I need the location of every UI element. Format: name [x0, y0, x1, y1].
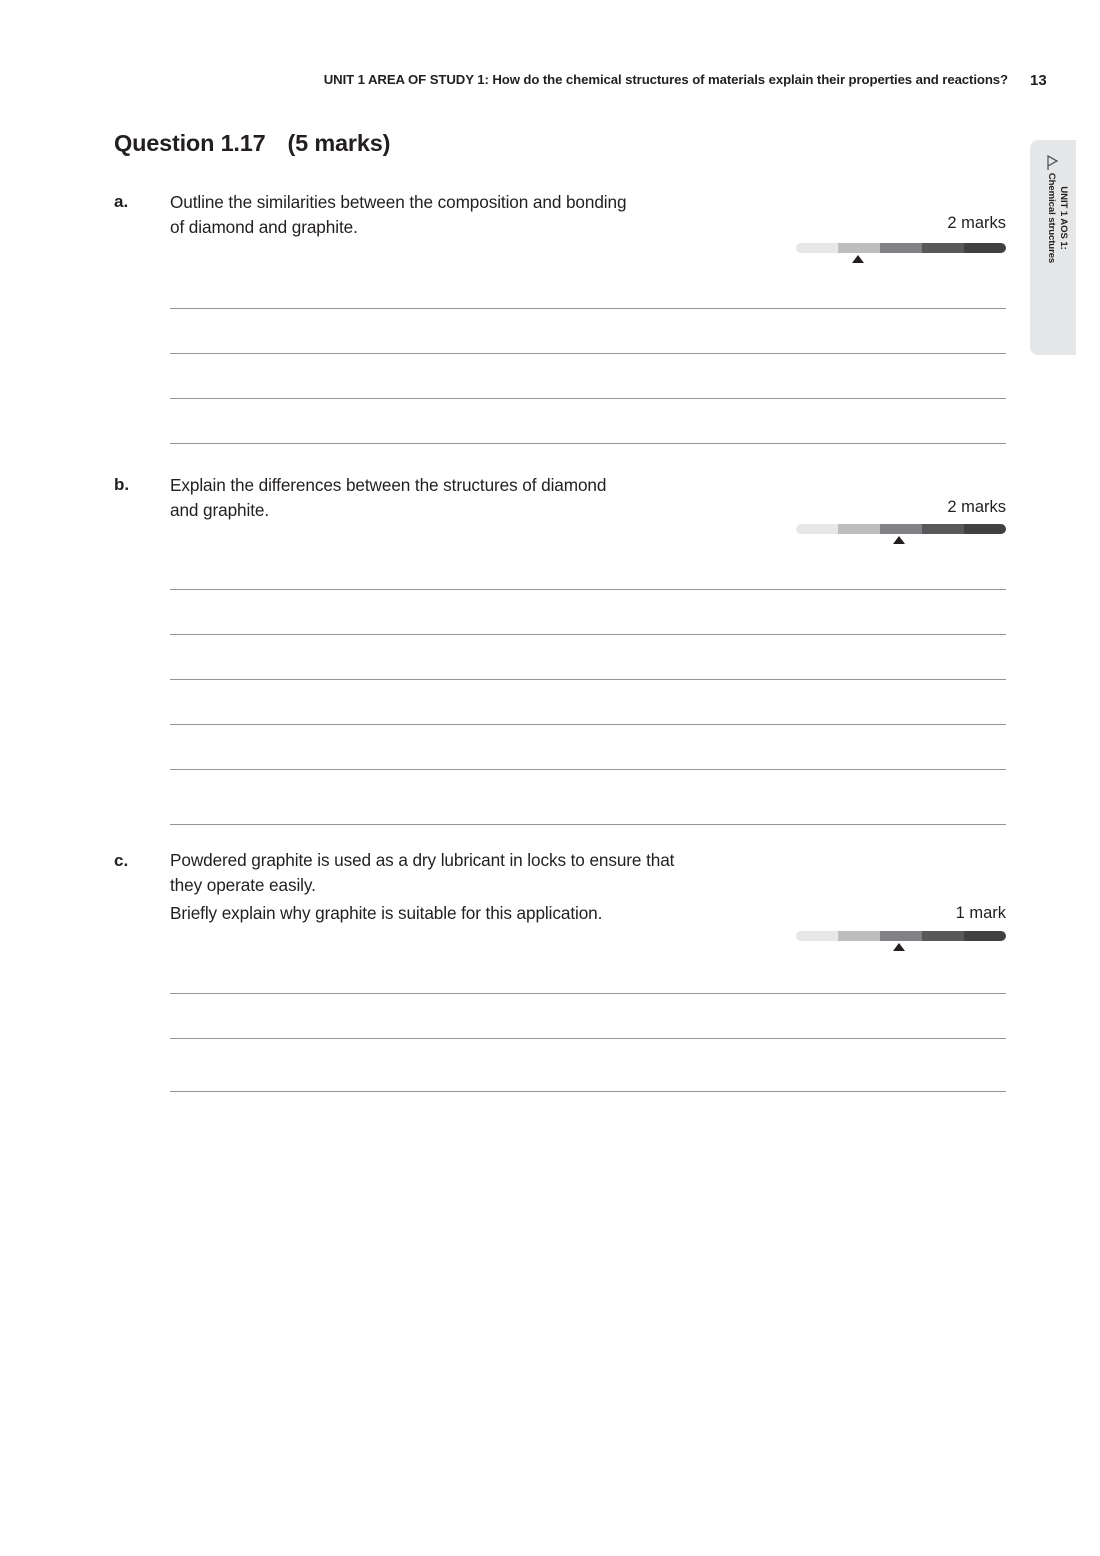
- part-c-text-line1: Powdered graphite is used as a dry lubricant in locks to ensure that: [170, 850, 675, 870]
- side-tab: [1030, 140, 1076, 355]
- answer-line[interactable]: [170, 353, 1006, 354]
- answer-line[interactable]: [170, 1038, 1006, 1039]
- side-tab-label-line1: UNIT 1 AOS 1:: [1058, 186, 1069, 250]
- difficulty-segment: [796, 243, 838, 253]
- difficulty-segment: [838, 931, 880, 941]
- part-b-text: [170, 473, 870, 523]
- part-c-text-line3: Briefly explain why graphite is suitable for this application.: [170, 903, 603, 923]
- part-b-text-line1: Explain the differences between the structures of diamond: [170, 475, 607, 495]
- part-a-text: [170, 190, 870, 240]
- part-c-text-line2: they operate easily.: [170, 875, 316, 895]
- difficulty-segment: [796, 931, 838, 941]
- part-a-difficulty-bar: [796, 243, 1006, 253]
- answer-line[interactable]: [170, 1091, 1006, 1092]
- answer-line[interactable]: [170, 679, 1006, 680]
- part-b-difficulty-bar: [796, 524, 1006, 534]
- part-c-marks: 1 mark: [955, 904, 1006, 922]
- part-c-text-extra: [170, 901, 890, 926]
- answer-line[interactable]: [170, 993, 1006, 994]
- part-a-difficulty-marker: [852, 255, 864, 263]
- question-title-text: Question 1.17: [114, 130, 266, 156]
- side-tab-label-line2: Chemical structures: [1046, 172, 1057, 264]
- part-a-marks: 2 marks: [947, 214, 1006, 232]
- part-c-difficulty-bar: [796, 931, 1006, 941]
- answer-line[interactable]: [170, 308, 1006, 309]
- question-title: [114, 130, 390, 157]
- difficulty-segment: [796, 524, 838, 534]
- difficulty-segment: [964, 931, 1006, 941]
- answer-line[interactable]: [170, 769, 1006, 770]
- difficulty-segment: [880, 931, 922, 941]
- difficulty-segment: [964, 243, 1006, 253]
- difficulty-segment: [880, 524, 922, 534]
- difficulty-segment: [838, 524, 880, 534]
- part-b-label: b.: [114, 475, 130, 494]
- part-b-text-line2: and graphite.: [170, 500, 270, 520]
- page-header: [0, 72, 1100, 92]
- part-b-marks: 2 marks: [947, 498, 1006, 516]
- difficulty-segment: [922, 243, 964, 253]
- part-c-label: c.: [114, 851, 129, 870]
- difficulty-segment: [838, 243, 880, 253]
- page-number: 13: [1030, 72, 1047, 89]
- part-b-difficulty-marker: [893, 536, 905, 544]
- side-tab-label: [1045, 143, 1069, 293]
- part-c-text: [170, 848, 890, 898]
- answer-line[interactable]: [170, 824, 1006, 825]
- difficulty-segment: [964, 524, 1006, 534]
- answer-line[interactable]: [170, 724, 1006, 725]
- answer-line[interactable]: [170, 443, 1006, 444]
- difficulty-segment: [880, 243, 922, 253]
- answer-line[interactable]: [170, 398, 1006, 399]
- difficulty-segment: [922, 931, 964, 941]
- part-a-text-line2: of diamond and graphite.: [170, 217, 358, 237]
- part-a-text-line1: Outline the similarities between the composition and bonding: [170, 192, 627, 212]
- answer-line[interactable]: [170, 634, 1006, 635]
- difficulty-segment: [922, 524, 964, 534]
- part-c-difficulty-marker: [893, 943, 905, 951]
- running-head: UNIT 1 AREA OF STUDY 1: How do the chemical structures of materials explain their properties and reactions?: [323, 72, 1008, 87]
- part-a-label: a.: [114, 192, 129, 211]
- question-total-marks: (5 marks): [287, 130, 391, 156]
- answer-line[interactable]: [170, 589, 1006, 590]
